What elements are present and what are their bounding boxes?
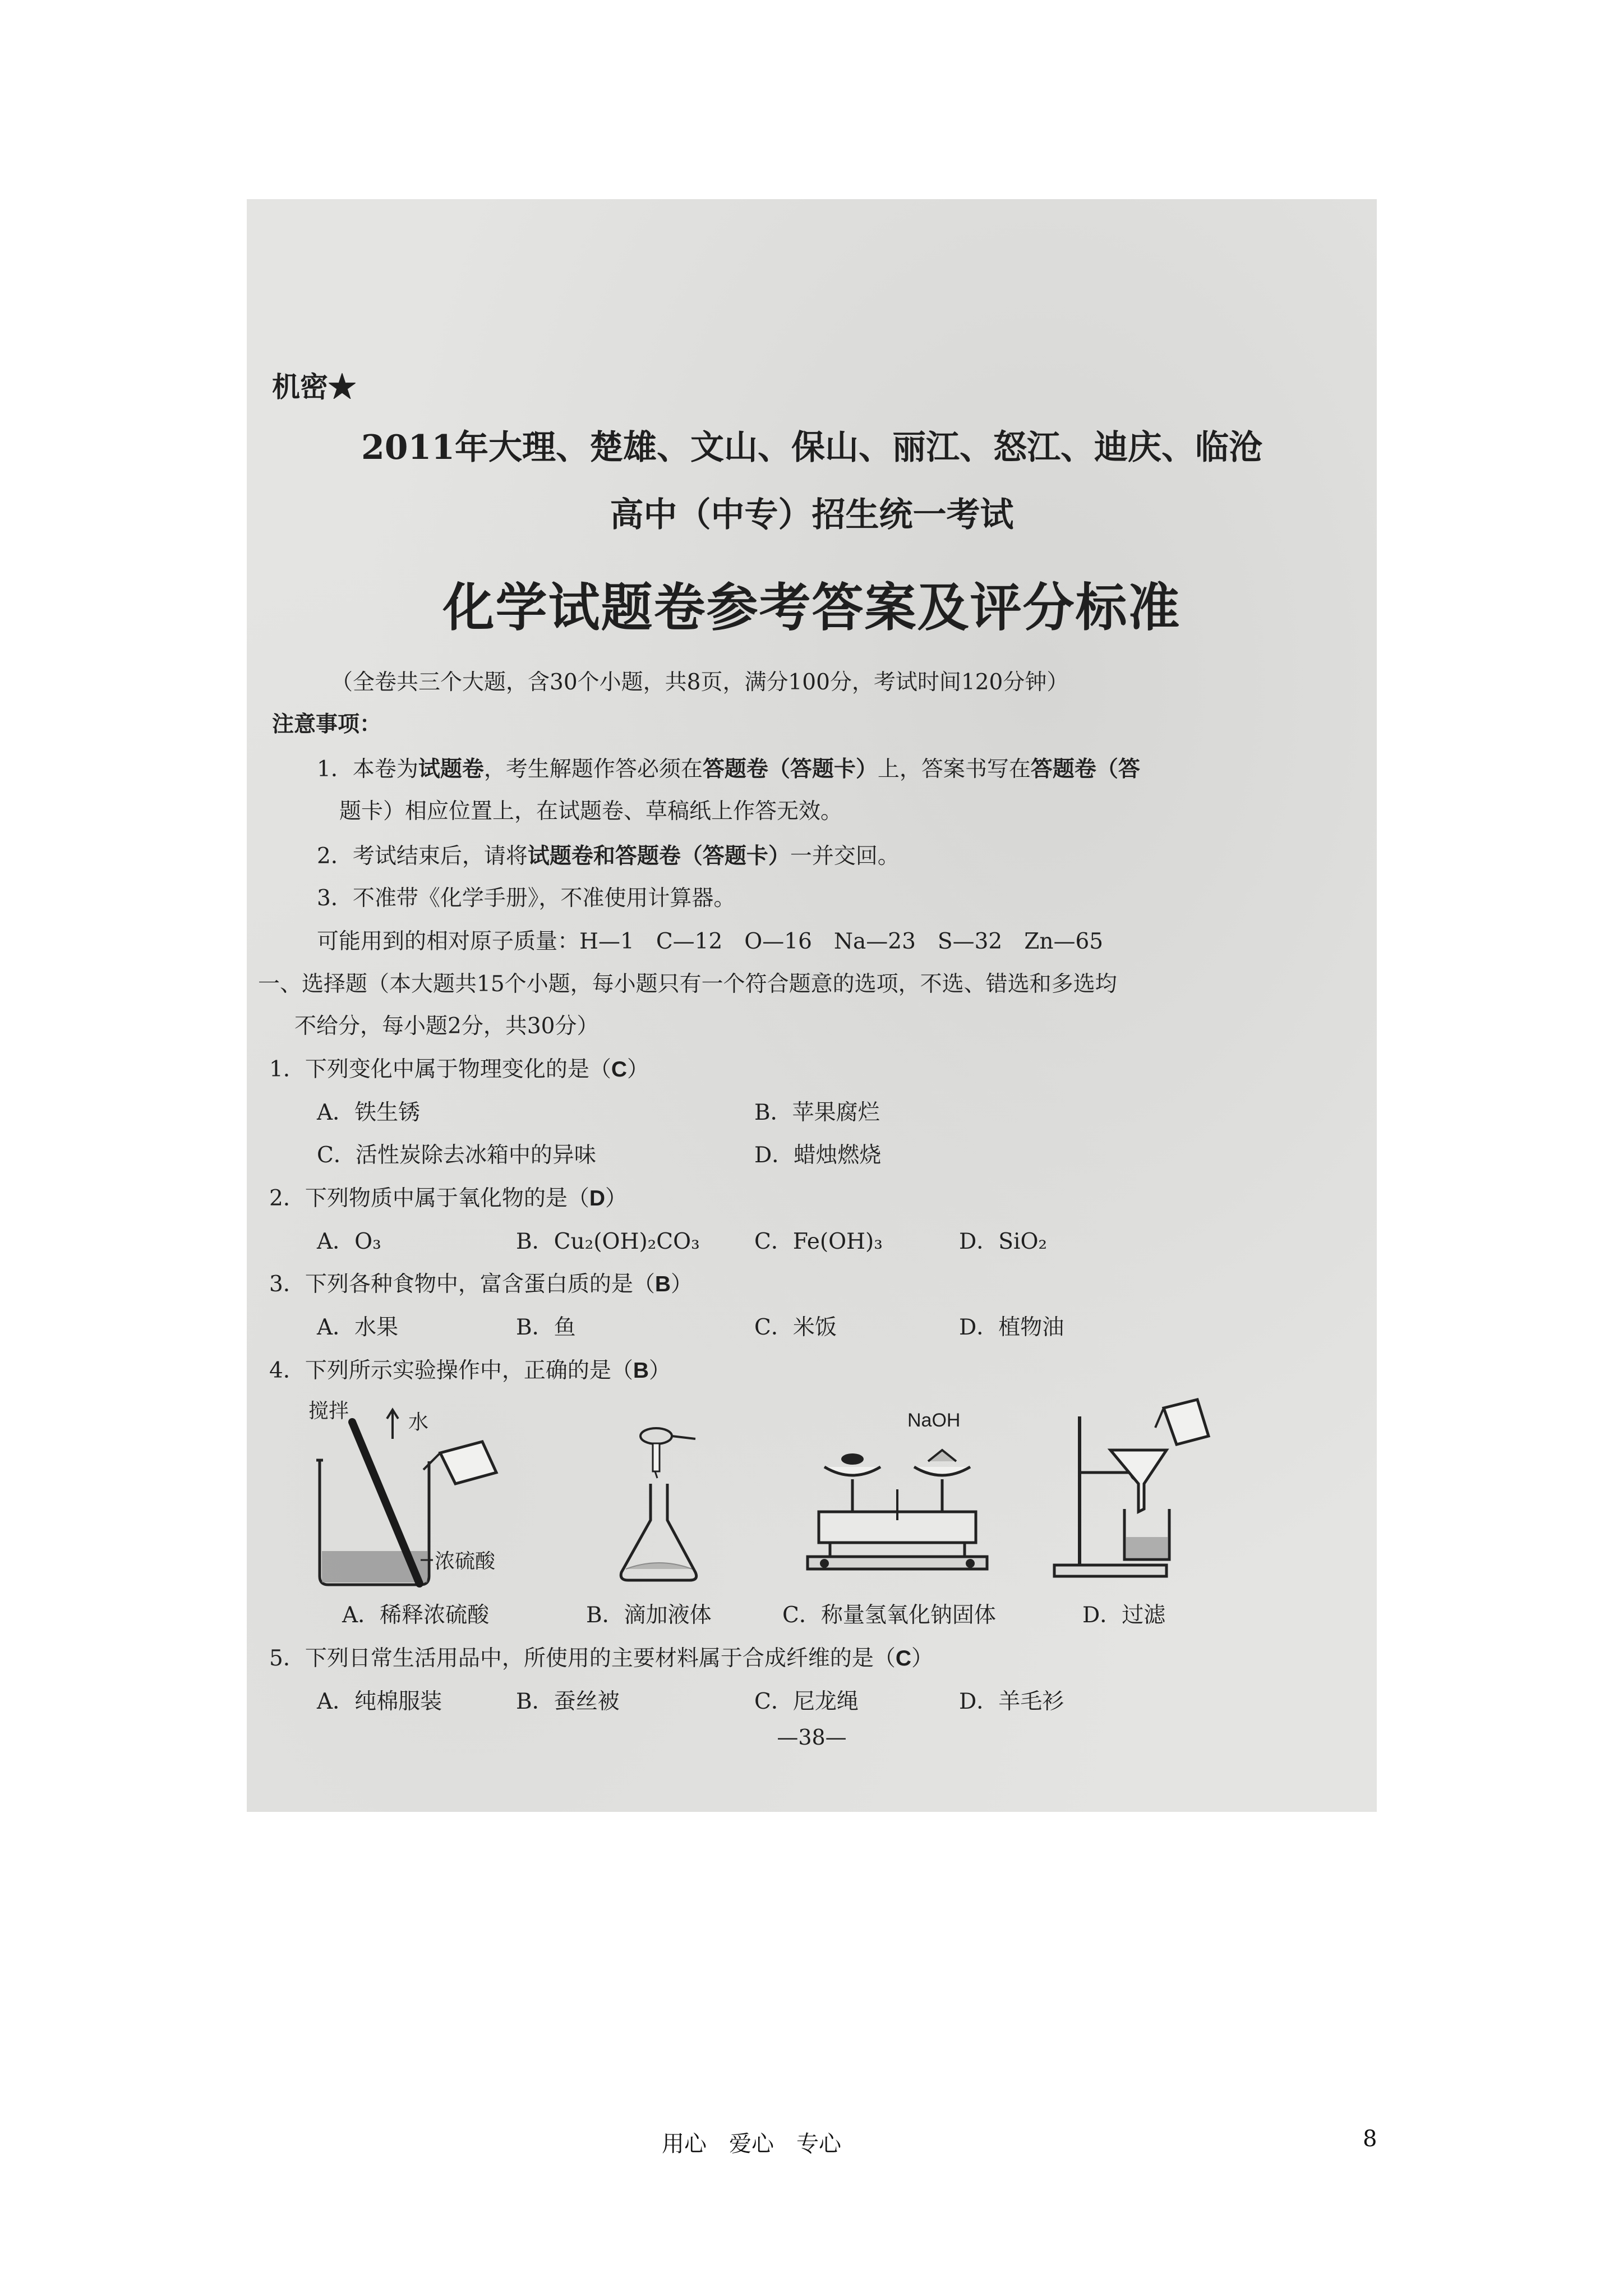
notice-emphasis: 试题卷和答题卷（答题卡） [527, 843, 790, 869]
notice-item-1 [317, 752, 1140, 783]
question-close: ） [627, 1057, 649, 1082]
option: C．米饭 [754, 1315, 837, 1340]
option: A．水果 [317, 1315, 399, 1340]
notice-text: 2．考试结束后，请将 [317, 844, 528, 869]
section-1-heading: 一、选择题（本大题共15个小题，每小题只有一个符合题意的选项，不选、错选和多选均 [258, 972, 1117, 997]
option: B．鱼 [516, 1315, 576, 1340]
notice-text: ，考生解题作答必须在 [483, 757, 703, 782]
option: D．羊毛衫 [959, 1689, 1064, 1714]
notice-item-2 [317, 839, 900, 870]
option: B．滴加液体 [586, 1603, 712, 1628]
question-stem: 5．下列日常生活用品中，所使用的主要材料属于合成纤维的是（ [269, 1646, 896, 1671]
acid-label: 浓硫酸 [435, 1550, 496, 1573]
notice-heading: 注意事项： [272, 711, 382, 737]
answer-key: C [611, 1057, 627, 1082]
option: C．尼龙绳 [754, 1689, 859, 1714]
answer-key: D [589, 1186, 605, 1211]
stir-label: 搅拌 [308, 1400, 349, 1423]
option: A．铁生锈 [317, 1100, 421, 1125]
document-title: 化学试题卷参考答案及评分标准 [442, 577, 1181, 638]
question-stem: 2．下列物质中属于氧化物的是（ [269, 1186, 589, 1211]
question-4 [269, 1353, 671, 1384]
balance-figure [808, 1405, 1009, 1590]
option: A．纯棉服装 [317, 1689, 442, 1714]
answer-key: B [654, 1272, 671, 1296]
option: D．蜡烛燃烧 [754, 1143, 882, 1168]
title-line-2: 高中（中专）招生统一考试 [610, 495, 1014, 535]
footer-slogan: 用心 爱心 专心 [662, 2131, 841, 2157]
question-2 [269, 1181, 627, 1212]
question-close: ） [671, 1272, 693, 1297]
notice-emphasis: 试题卷 [418, 756, 484, 782]
question-1 [269, 1052, 649, 1083]
question-5 [269, 1641, 933, 1672]
notice-item-1-cont: 题卡）相应位置上，在试题卷、草稿纸上作答无效。 [339, 799, 843, 824]
option: B．Cu₂(OH)₂CO₃ [516, 1229, 700, 1254]
section-1-heading-cont: 不给分，每小题2分，共30分） [294, 1014, 599, 1039]
exam-info: （全卷共三个大题，含30个小题，共8页，满分100分，考试时间120分钟） [331, 670, 1069, 695]
atomic-masses: 可能用到的相对原子质量：H—1 C—12 O—16 Na—23 S—32 Zn—65 [317, 929, 1104, 954]
option: C．活性炭除去冰箱中的异味 [317, 1143, 596, 1168]
option: B．蚕丝被 [516, 1689, 620, 1714]
water-label: 水 [408, 1411, 429, 1434]
notice-emphasis: 答题卷（答题卡） [702, 756, 878, 782]
option: D．植物油 [959, 1315, 1064, 1340]
option: C．Fe(OH)₃ [754, 1229, 883, 1254]
question-stem: 1．下列变化中属于物理变化的是（ [269, 1057, 611, 1082]
dropping-liquid-figure [606, 1422, 718, 1590]
notice-text: 一并交回。 [790, 844, 900, 869]
option: A．稀释浓硫酸 [342, 1603, 490, 1628]
notice-emphasis: 答题卷（答 [1030, 756, 1140, 782]
title-line-1: 2011年大理、楚雄、文山、保山、丽江、怒江、迪庆、临沧 [361, 428, 1262, 467]
answer-key: B [633, 1359, 649, 1383]
naoh-label: NaOH [907, 1410, 961, 1431]
scanned-page [247, 199, 1377, 1812]
question-close: ） [911, 1646, 934, 1671]
notice-item-3: 3．不准带《化学手册》，不准使用计算器。 [317, 886, 736, 911]
question-stem: 3．下列各种食物中，富含蛋白质的是（ [269, 1272, 655, 1297]
answer-key: C [895, 1646, 911, 1671]
scan-page-number: —38— [777, 1725, 847, 1750]
option: C．称量氢氧化钠固体 [782, 1603, 996, 1628]
filtration-figure [1054, 1394, 1234, 1590]
question-stem: 4．下列所示实验操作中，正确的是（ [269, 1358, 633, 1383]
notice-text: 上，答案书写在 [877, 757, 1031, 782]
confidential-mark: 机密★ [272, 370, 356, 403]
option: D．过滤 [1082, 1603, 1166, 1628]
diluting-acid-figure [308, 1394, 510, 1596]
question-3 [269, 1267, 693, 1298]
page-number: 8 [1363, 2126, 1377, 2152]
question-close: ） [649, 1358, 671, 1383]
question-close: ） [605, 1186, 628, 1211]
option: A．O₃ [317, 1229, 381, 1254]
notice-text: 1．本卷为 [317, 757, 418, 782]
option: D．SiO₂ [959, 1229, 1048, 1254]
option: B．苹果腐烂 [754, 1100, 880, 1125]
